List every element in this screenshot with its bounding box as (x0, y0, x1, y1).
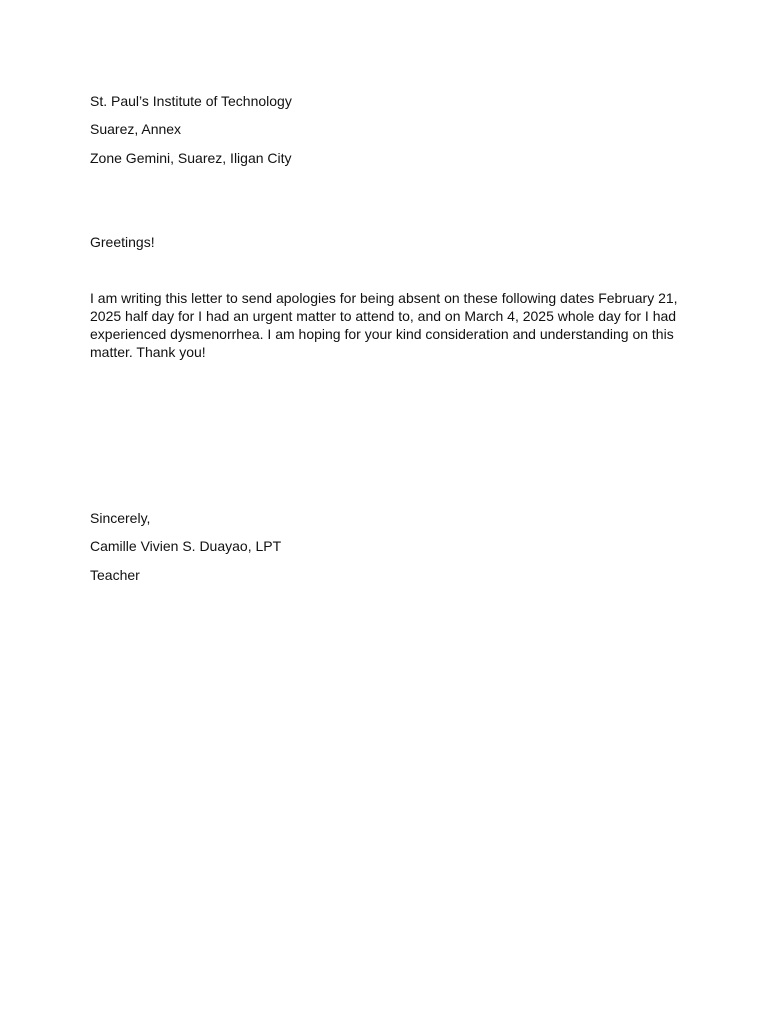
letter-greeting: Greetings! (90, 234, 155, 250)
signer-name: Camille Vivien S. Duayao, LPT (90, 538, 282, 554)
letter-closing: Sincerely, (90, 510, 151, 526)
address-line-institution: St. Paul’s Institute of Technology (90, 93, 292, 109)
address-line-location: Zone Gemini, Suarez, Iligan City (90, 150, 292, 166)
address-line-campus: Suarez, Annex (90, 121, 182, 137)
signer-title: Teacher (90, 567, 140, 583)
letter-body: I am writing this letter to send apologies for being absent on these following dates February 21, 2025 half day for I had an urgent matter to attend to, and on March 4, 2025 whole day for I had experienced dysmenorrhea. I am hoping for your kind consideration and understanding on this matter. Thank you! (90, 290, 678, 360)
